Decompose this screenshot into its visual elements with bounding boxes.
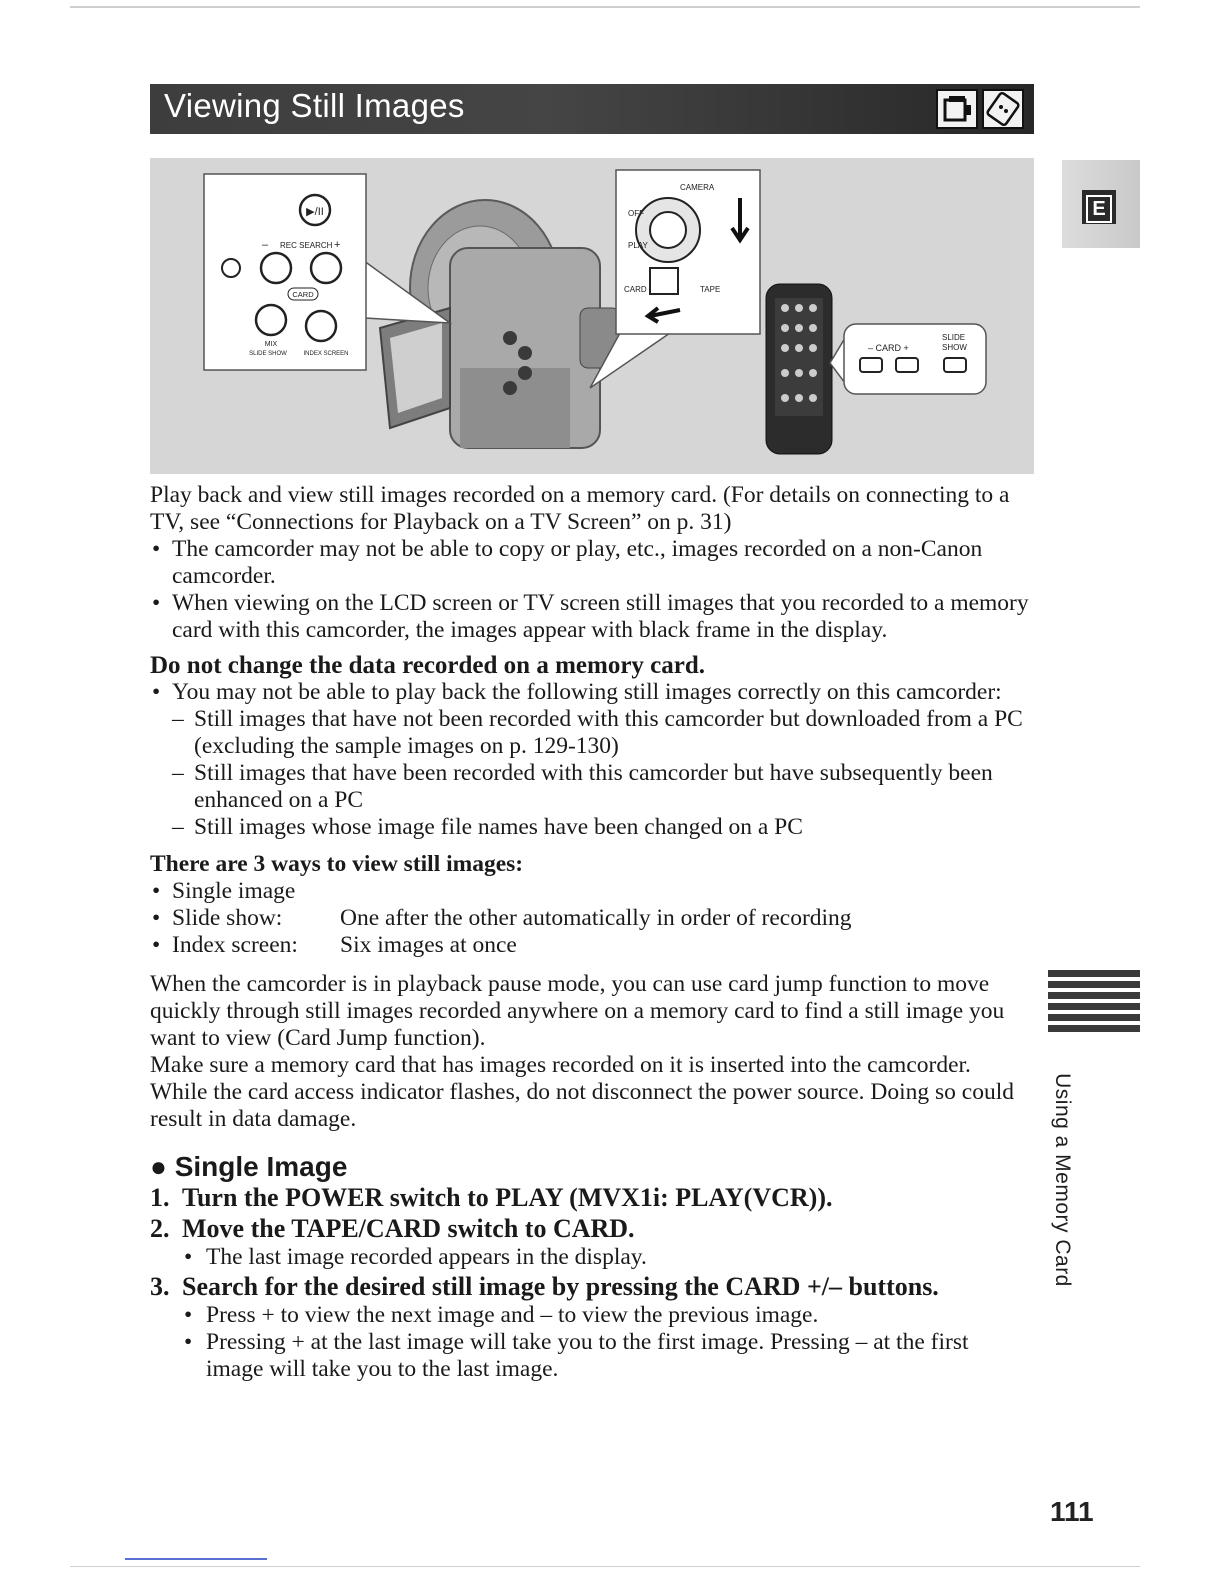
svg-text:REC SEARCH: REC SEARCH [280,241,333,250]
svg-text:+: + [334,239,341,251]
svg-text:SHOW: SHOW [942,343,967,352]
svg-text:– CARD +: – CARD + [868,343,909,353]
note-paragraph: When the camcorder is in playback pause mode, you can use card jump function to move quickly through still images recorded anywhere on a memory card to find a still image you want to view (Card Jump function). [150,971,1005,1051]
ways-item-desc: Six images at once [340,932,517,958]
ways-item-desc: One after the other automatically in order of recording [340,905,852,931]
camcorder-illustration [150,158,1034,474]
step-3: 3. Search for the desired still image by pressing the CARD +/– buttons. [150,1272,939,1301]
step-bullet: • Press + to view the next image and – to view the previous image. [150,1302,1030,1329]
note-paragraph: While the card access indicator flashes, do not disconnect the power source. Doing so could result in data damage. [150,1079,1015,1132]
warning-dash-item: – Still images whose image file names have been changed on a PC [150,814,1030,841]
bottom-accent-line [125,1558,267,1560]
ways-item-label: • Index screen: [172,932,298,958]
chapter-label: Using a Memory Card [1051,1073,1074,1287]
chapter-stripes [1048,970,1140,1036]
warning-heading: Do not change the data recorded on a memory card. [150,652,706,679]
svg-text:OFF: OFF [628,209,644,218]
svg-text:▶/II: ▶/II [306,206,324,218]
remote-control-icon [982,89,1024,129]
warning-bullet: • You may not be able to play back the following still images correctly on this camcorder: [150,679,1030,706]
ways-heading: There are 3 ways to view still images: [150,851,524,877]
page-title: Viewing Still Images [164,87,465,124]
warning-dash-item: – Still images that have not been recorded with this camcorder but downloaded from a PC (excluding the sample images on p. 129-130) [150,706,1030,760]
ways-item-label: • Single image [172,878,296,904]
single-image-heading: ● Single Image [150,1151,348,1182]
warning-dash-item: – Still images that have been recorded with this camcorder but have subsequently been enhanced on a PC [150,760,1030,814]
svg-text:–: – [262,239,269,251]
svg-text:CARD: CARD [292,290,314,299]
svg-text:INDEX SCREEN: INDEX SCREEN [303,351,349,357]
bottom-rule [70,1566,1140,1567]
top-rule [70,6,1140,8]
svg-text:MIX: MIX [264,341,278,348]
svg-text:CAMERA: CAMERA [680,183,715,192]
page-number: 111 [1050,1496,1094,1527]
step-1: 1. Turn the POWER switch to PLAY (MVX1i: PLAY(VCR)). [150,1183,833,1212]
note-paragraph: Make sure a memory card that has images recorded on it is inserted into the camcorder. [150,1052,971,1078]
ways-item [150,878,1030,905]
section-letter-badge: E [1082,190,1116,224]
ways-item [150,905,1030,932]
section-tab [1062,160,1140,248]
step-bullet: • The last image recorded appears in the display. [150,1244,1030,1271]
svg-text:SLIDE: SLIDE [942,333,966,342]
title-bar [150,84,1034,134]
main-content [150,482,1030,1383]
intro-bullet: • The camcorder may not be able to copy or play, etc., images recorded on a non-Canon camcorder. [150,536,1030,590]
svg-text:PLAY: PLAY [628,241,648,250]
ways-item [150,932,1030,959]
step-bullet: • Pressing + at the last image will take you to the first image. Pressing – at the first image will take you to the last image. [150,1329,1030,1383]
step-2: 2. Move the TAPE/CARD switch to CARD. [150,1214,635,1243]
intro-bullet: • When viewing on the LCD screen or TV screen still images that you recorded to a memory card with this camcorder, the images appear with black frame in the display. [150,590,1030,644]
svg-text:CARD: CARD [624,285,647,294]
camcorder-icon [936,89,978,129]
ways-item-label: • Slide show: [172,905,283,931]
intro-text: Play back and view still images recorded on a memory card. (For details on connecting to a TV, see “Connections for Playback on a TV Screen” on p. 31) [150,482,1010,535]
svg-text:SLIDE SHOW: SLIDE SHOW [249,351,287,357]
svg-text:TAPE: TAPE [700,285,721,294]
